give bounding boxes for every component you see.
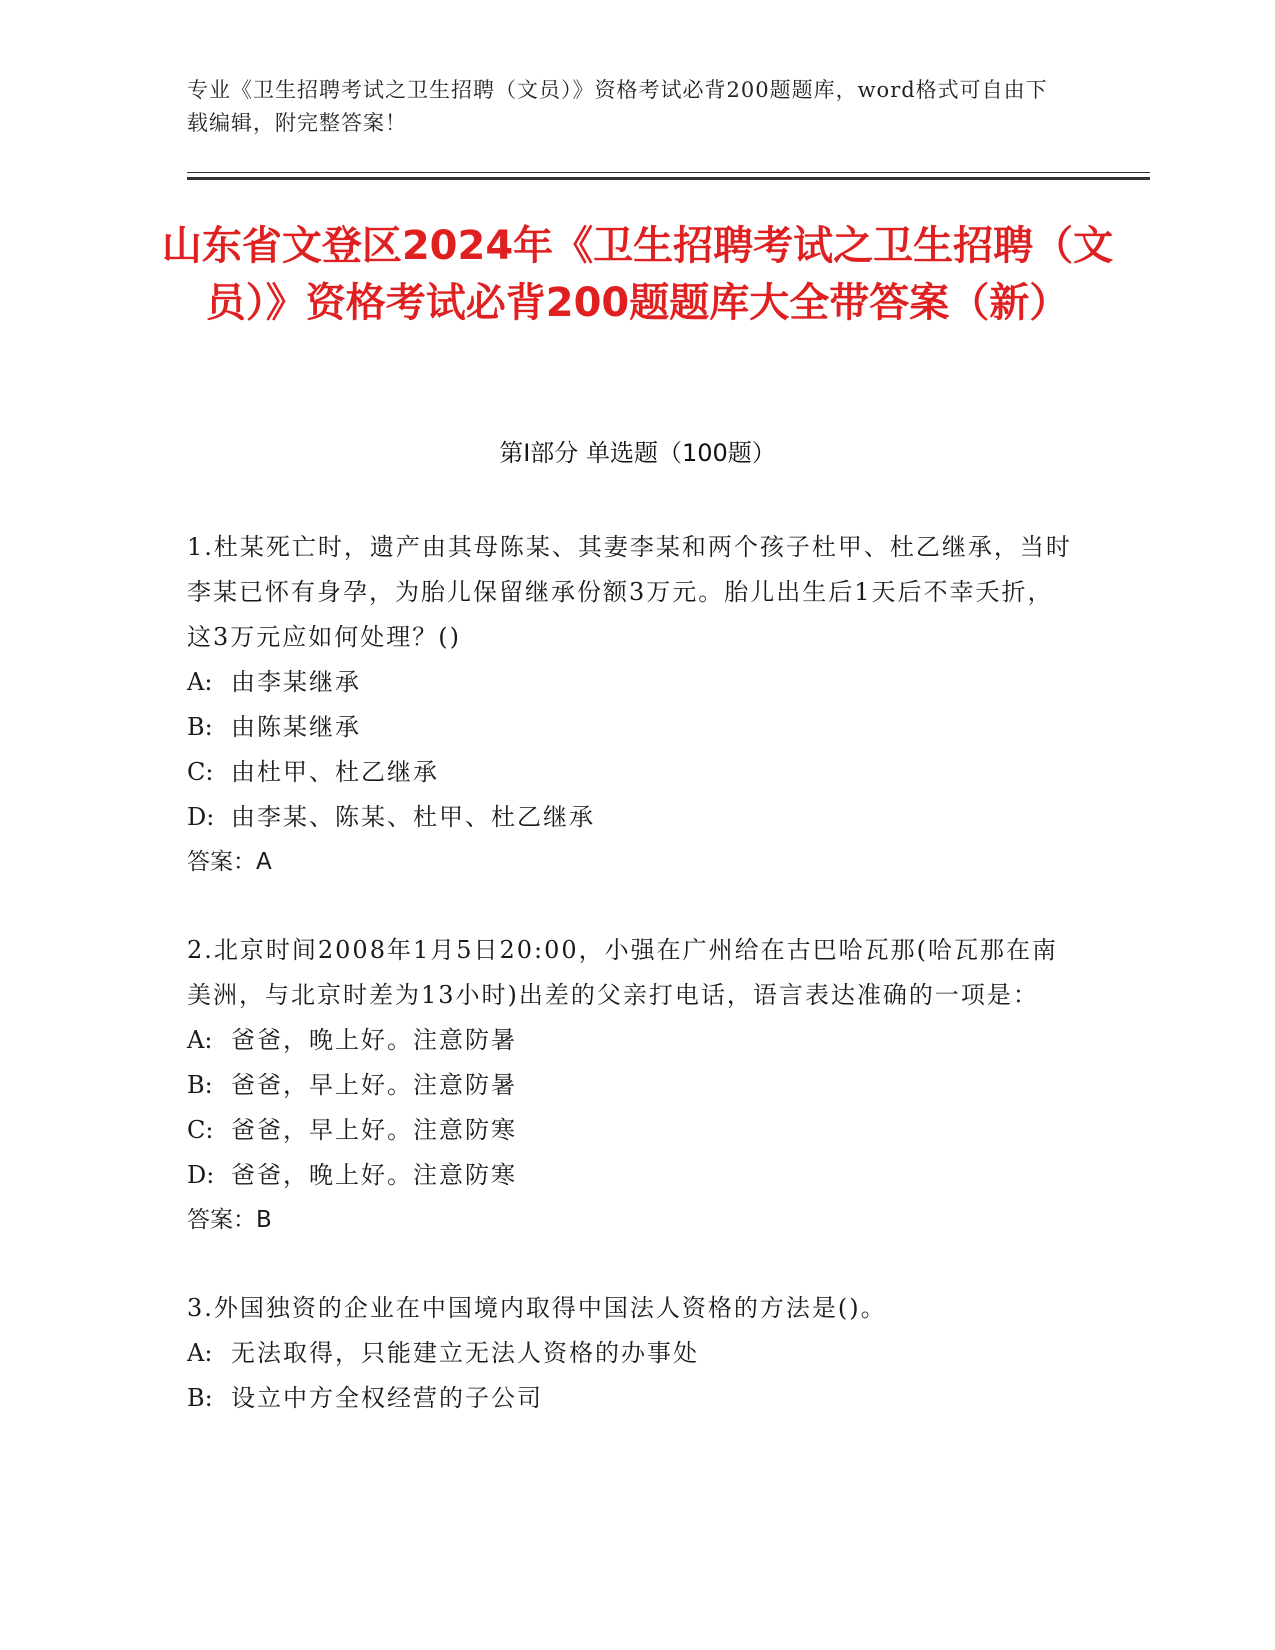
option-text: 由杜甲、杜乙继承	[231, 758, 439, 786]
option-text: 爸爸，晚上好。注意防寒	[231, 1161, 517, 1189]
option-a	[187, 660, 1077, 705]
header-divider-thin	[187, 172, 1150, 173]
option-key: D:	[187, 1161, 215, 1189]
header-divider-thick	[187, 177, 1150, 180]
option-a	[187, 1018, 1077, 1063]
section-heading: 第Ⅰ部分 单选题（100题）	[499, 439, 776, 467]
option-key: C:	[187, 1116, 214, 1144]
option-b	[187, 1376, 1077, 1421]
option-key: C:	[187, 758, 214, 786]
option-text: 爸爸，早上好。注意防寒	[231, 1116, 517, 1144]
option-b	[187, 1063, 1077, 1108]
question-3	[187, 1286, 1077, 1421]
option-text: 由陈某继承	[231, 713, 361, 741]
answer-line: 答案：A	[187, 849, 272, 875]
option-text: 爸爸，晚上好。注意防暑	[231, 1026, 517, 1054]
option-c	[187, 750, 1077, 795]
question-stem: 2.北京时间2008年1月5日20:00，小强在广州给在古巴哈瓦那(哈瓦那在南美洲，与北京时差为13小时)出差的父亲打电话，语言表达准确的一项是：	[187, 936, 1059, 1009]
option-text: 无法取得，只能建立无法人资格的办事处	[231, 1339, 699, 1367]
option-b	[187, 705, 1077, 750]
question-list	[187, 525, 1077, 1464]
option-text: 由李某、陈某、杜甲、杜乙继承	[231, 803, 595, 831]
question-1	[187, 525, 1077, 885]
option-key: D:	[187, 803, 215, 831]
option-key: A:	[187, 1026, 213, 1054]
option-d	[187, 1153, 1077, 1198]
question-stem: 1.杜某死亡时，遗产由其母陈某、其妻李某和两个孩子杜甲、杜乙继承，当时李某已怀有身孕，为胎儿保留继承份额3万元。胎儿出生后1天后不幸夭折，这3万元应如何处理？()	[187, 533, 1072, 651]
option-text: 设立中方全权经营的子公司	[231, 1384, 543, 1412]
option-key: B:	[187, 1071, 213, 1099]
option-a	[187, 1331, 1077, 1376]
option-c	[187, 1108, 1077, 1153]
option-key: A:	[187, 1339, 213, 1367]
option-text: 由李某继承	[231, 668, 361, 696]
header-note: 专业《卫生招聘考试之卫生招聘（文员）》资格考试必背200题题库，word格式可自由下载编辑，附完整答案！	[187, 78, 1048, 135]
answer-line: 答案：B	[187, 1207, 272, 1233]
document-title: 山东省文登区2024年《卫生招聘考试之卫生招聘（文员）》资格考试必背200题题库大全带答案（新）	[161, 223, 1114, 326]
option-key: A:	[187, 668, 213, 696]
option-key: B:	[187, 713, 213, 741]
option-text: 爸爸，早上好。注意防暑	[231, 1071, 517, 1099]
question-stem: 3.外国独资的企业在中国境内取得中国法人资格的方法是()。	[187, 1294, 887, 1322]
option-key: B:	[187, 1384, 213, 1412]
option-d	[187, 795, 1077, 840]
question-2	[187, 928, 1077, 1243]
